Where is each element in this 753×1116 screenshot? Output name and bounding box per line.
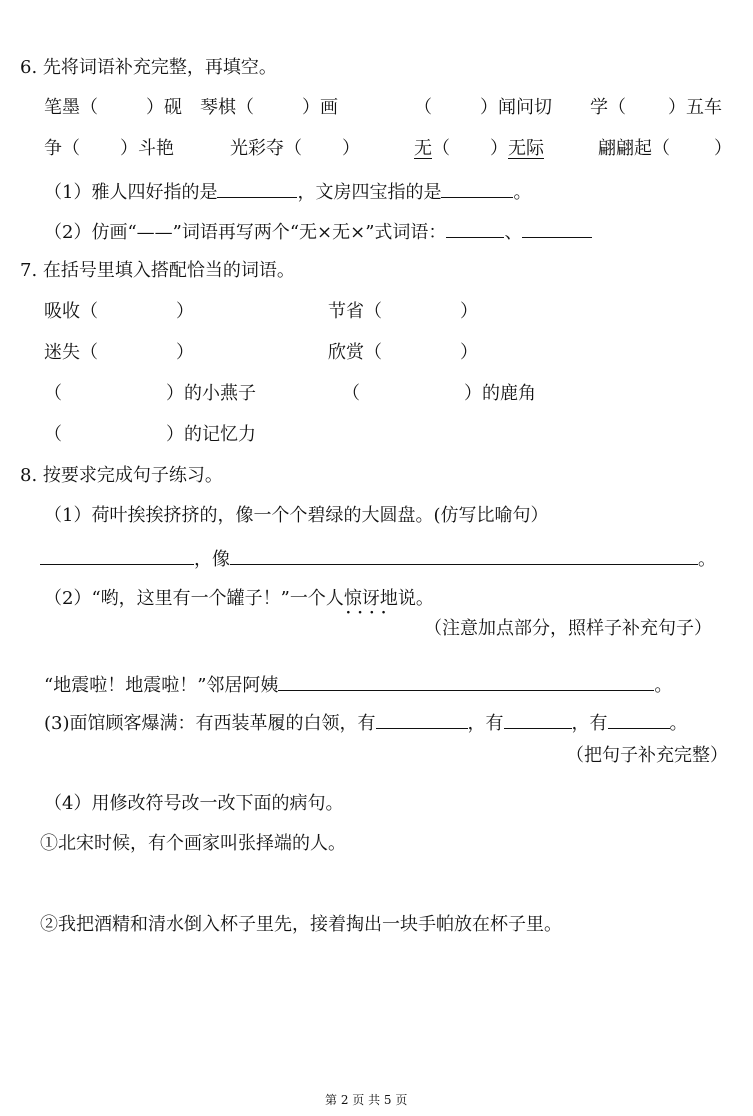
q6-title: 6. 先将词语补充完整，再填空。: [20, 57, 277, 78]
q8-part2-prompt: （2）“哟，这里有一个罐子！”一个人惊讶地说 · · · ·。: [44, 587, 434, 611]
q8-part4-prompt: （4）用修改符号改一改下面的病句。: [44, 793, 344, 814]
q6-item-pianpian: 翩翩起（ ）: [598, 138, 732, 159]
page-footer: 第 2 页 共 5 页: [325, 1093, 408, 1107]
q7-jiyili: （ ）的记忆力: [44, 424, 256, 445]
q7-xinshang: 欣赏（ ）: [328, 342, 478, 363]
q8-part2-note: （注意加点部分，照样子补充句子）: [424, 618, 712, 639]
q6-item-xuewuche: 学（ ）五车: [590, 97, 722, 118]
q6-item-guangcai: 光彩夺（ ）: [230, 138, 360, 159]
q6-item-wuji: 无（ ）无际: [414, 138, 544, 159]
q7-xiaoyanzi: （ ）的小燕子: [44, 383, 256, 404]
q8-sick-sentence-1: ①北宋时候，有个画家叫张择端的人。: [40, 833, 346, 854]
q7-xishou: 吸收（ ）: [44, 301, 194, 322]
q7-mishi: 迷失（ ）: [44, 342, 194, 363]
q8-part2-fill: “地震啦！地震啦！”邻居阿姨 。: [44, 672, 672, 698]
q6-sub2: （2）仿画“——”词语再写两个“无×无×”式词语： 、: [44, 219, 592, 245]
q7-title: 7. 在括号里填入搭配恰当的词语。: [20, 260, 295, 281]
q7-jiesheng: 节省（ ）: [328, 301, 478, 322]
dotted-emphasis: 惊讶地说 · · · ·: [344, 587, 416, 611]
q7-lujiao: （ ）的鹿角: [342, 383, 536, 404]
q8-part3-note: （把句子补充完整）: [566, 745, 728, 766]
q8-part1-prompt: （1）荷叶挨挨挤挤的，像一个个碧绿的大圆盘。(仿写比喻句）: [44, 505, 549, 526]
q8-part3: (3)面馆顾客爆满：有西装革履的白领，有 ，有 ，有 。: [44, 710, 688, 736]
q8-title: 8. 按要求完成句子练习。: [20, 465, 223, 486]
q6-item-bimo: 笔墨（ ）砚: [44, 97, 182, 118]
q6-item-wenwenqie: （ ）闻问切: [414, 97, 552, 118]
q6-item-zhengyan: 争（ ）斗艳: [44, 138, 174, 159]
q8-part1-blank: ，像 。: [40, 546, 716, 572]
q6-sub1: （1）雅人四好指的是 ，文房四宝指的是 。: [44, 179, 531, 205]
q8-sick-sentence-2: ②我把酒精和清水倒入杯子里先，接着掏出一块手帕放在杯子里。: [40, 914, 562, 935]
q6-item-qinqi: 琴棋（ ）画: [200, 97, 338, 118]
